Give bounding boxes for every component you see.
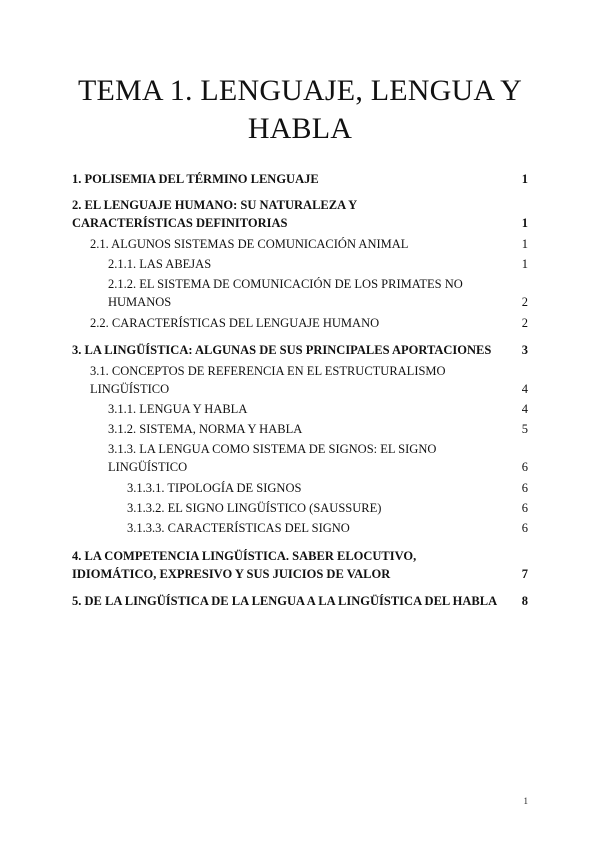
toc-entry-text: 2. EL LENGUAJE HUMANO: SU NATURALEZA Y CARACTERÍSTICAS DEFINITORIAS bbox=[72, 198, 357, 230]
toc-entry-text: 3.1.3.2. EL SIGNO LINGÜÍSTICO (SAUSSURE) bbox=[127, 501, 382, 515]
toc-entry-page: 6 bbox=[521, 501, 528, 515]
toc-entry-text: 3.1.3. LA LENGUA COMO SISTEMA DE SIGNOS: EL SIGNO LINGÜÍSTICO bbox=[108, 442, 437, 474]
toc-entry-page: 5 bbox=[521, 422, 528, 436]
toc-entry-page: 6 bbox=[521, 521, 528, 535]
toc-entry-page: 4 bbox=[521, 402, 528, 416]
toc-entry-text: 4. LA COMPETENCIA LINGÜÍSTICA. SABER ELOCUTIVO, IDIOMÁTICO, EXPRESIVO Y SUS JUICIOS DE VALOR bbox=[72, 549, 417, 581]
toc-entry-page: 6 bbox=[521, 460, 528, 474]
toc-entry-3-1-3[interactable] bbox=[108, 440, 528, 476]
toc-entry-3[interactable] bbox=[72, 341, 528, 359]
toc-entry-page: 2 bbox=[521, 295, 528, 309]
page-title: TEMA 1. LENGUAJE, LENGUA Y HABLA bbox=[77, 74, 523, 145]
toc-entry-page: 1 bbox=[521, 172, 528, 186]
toc-entry-page: 3 bbox=[521, 343, 528, 357]
toc-entry-3-1-2[interactable] bbox=[108, 420, 528, 438]
toc-entry-2[interactable] bbox=[72, 196, 528, 232]
toc-entry-text: 3.1. CONCEPTOS DE REFERENCIA EN EL ESTRUCTURALISMO LINGÜÍSTICO bbox=[90, 364, 446, 396]
page-number: 1 bbox=[523, 796, 528, 806]
toc-entry-page: 2 bbox=[521, 316, 528, 330]
toc-entry-page: 1 bbox=[521, 257, 528, 271]
toc-entry-text: 3.1.3.1. TIPOLOGÍA DE SIGNOS bbox=[127, 481, 302, 495]
toc-entry-page: 8 bbox=[521, 594, 528, 608]
toc-entry-5[interactable] bbox=[72, 592, 528, 610]
toc-entry-4[interactable] bbox=[72, 547, 528, 583]
toc-entry-text: 3. LA LINGÜÍSTICA: ALGUNAS DE SUS PRINCIPALES APORTACIONES bbox=[72, 343, 492, 357]
toc-entry-2-1[interactable] bbox=[90, 235, 528, 253]
toc-entry-text: 3.1.2. SISTEMA, NORMA Y HABLA bbox=[108, 422, 303, 436]
toc-entry-3-1-3-2[interactable] bbox=[127, 499, 528, 517]
toc-entry-text: 2.1.1. LAS ABEJAS bbox=[108, 257, 212, 271]
toc-entry-text: 2.2. CARACTERÍSTICAS DEL LENGUAJE HUMANO bbox=[90, 316, 380, 330]
toc-entry-text: 3.1.3.3. CARACTERÍSTICAS DEL SIGNO bbox=[127, 521, 350, 535]
toc-entry-page: 1 bbox=[521, 237, 528, 251]
toc-entry-text: 2.1.2. EL SISTEMA DE COMUNICACIÓN DE LOS PRIMATES NO HUMANOS bbox=[108, 277, 463, 309]
toc-entry-page: 4 bbox=[521, 382, 528, 396]
toc-entry-text: 2.1. ALGUNOS SISTEMAS DE COMUNICACIÓN ANIMAL bbox=[90, 237, 409, 251]
toc-entry-2-2[interactable] bbox=[90, 314, 528, 332]
toc-entry-1[interactable] bbox=[72, 170, 528, 188]
toc-entry-page: 1 bbox=[521, 216, 528, 230]
toc-entry-page: 7 bbox=[521, 567, 528, 581]
toc-entry-text: 3.1.1. LENGUA Y HABLA bbox=[108, 402, 248, 416]
toc-entry-3-1-3-3[interactable] bbox=[127, 519, 528, 537]
toc-entry-3-1[interactable] bbox=[90, 362, 528, 398]
toc-entry-text: 1. POLISEMIA DEL TÉRMINO LENGUAJE bbox=[72, 172, 319, 186]
toc-entry-page: 6 bbox=[521, 481, 528, 495]
toc-entry-2-1-2[interactable] bbox=[108, 275, 528, 311]
toc-entry-text: 5. DE LA LINGÜÍSTICA DE LA LENGUA A LA LINGÜÍSTICA DEL HABLA bbox=[72, 594, 498, 608]
toc-entry-3-1-3-1[interactable] bbox=[127, 479, 528, 497]
toc-entry-3-1-1[interactable] bbox=[108, 400, 528, 418]
toc-entry-2-1-1[interactable] bbox=[108, 255, 528, 273]
